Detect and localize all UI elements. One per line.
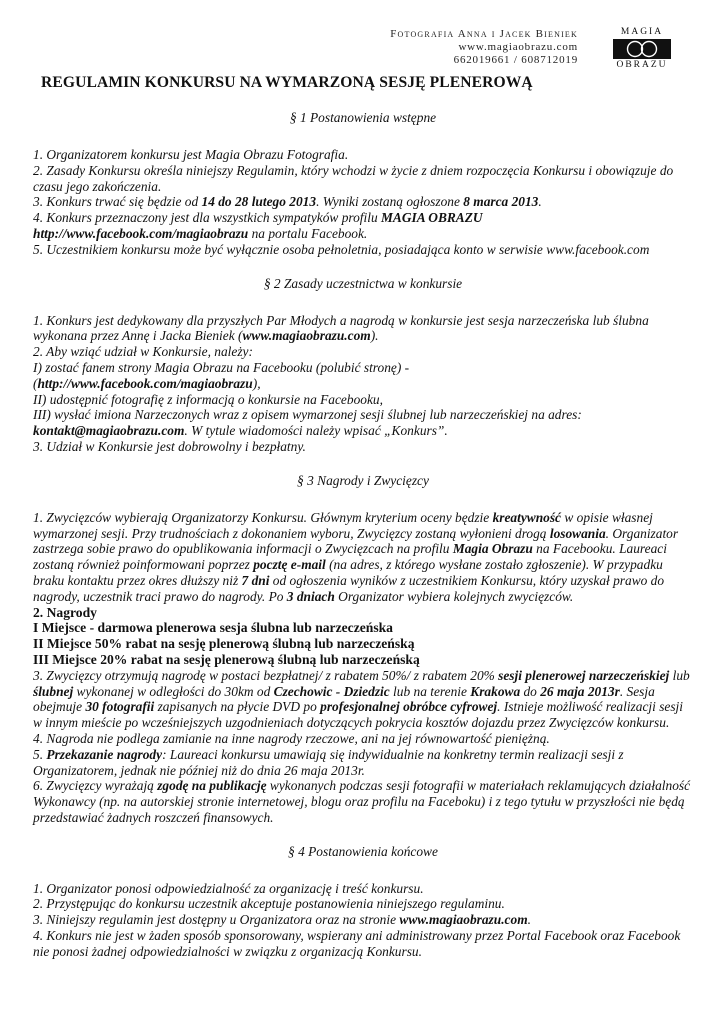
contact-email-link[interactable]: kontakt@magiaobrazu.com — [33, 423, 185, 439]
s1-point-1: 1. Organizatorem konkursu jest Magia Obrazu Fotografia. — [33, 147, 349, 162]
s3-point-6: 6. Zwycięzcy wyrażają zgodę na publikację wykonanych podczas sesji fotografii w materiałach reklamujących działalność Wykonawcy (np. na autorskiej stronie internetowej, blogu oraz profilu na Faceboku) i z tego tytułu w przyszłości nie będą przedstawiać żadnych roszczeń finansowych. — [33, 778, 691, 825]
s2-step-3-email: kontakt@magiaobrazu.com. W tytule wiadomości należy wpisać „Konkurs”. — [33, 423, 448, 439]
logo-text-bottom: OBRAZU — [616, 60, 668, 70]
logo-text-top: MAGIA — [620, 27, 664, 37]
s4-point-3: 3. Niniejszy regulamin jest dostępny u Organizatora oraz na stronie www.magiaobrazu.com. — [33, 912, 531, 928]
s2-step-3: III) wysłać imiona Narzeczonych wraz z opisem wymarzonej sesji ślubnej lub narzeczeńskiej na adres: — [33, 407, 582, 423]
section-4-heading: § 4 Postanowienia końcowe — [288, 843, 438, 859]
s3-point-1: 1. Zwycięzców wybierają Organizatorzy Konkursu. Głównym kryterium oceny będzie kreatywność w opisie własnej wymarzonej sesji. Przy trudnościach z dokonaniem wyboru, Zwycięzcy zostaną wyłonieni drogą losowania. Organizator zastrzega sobie prawo do opublikowania informacji o Zwycięzcach na profilu Magia Obrazu na Facebooku. Laureaci zostaną również poinformowani poprzez pocztę e-mail (na adres, z którego wysłane zostało zgłoszenie). W przypadku braku kontaktu przez okres dłuższy niż 7 dni od ogłoszenia wyników z uczestnikiem Konkursu, który uzyskał prawo do nagrody, uczestnik traci prawo do nagrody. Po 3 dniach Organizator wybiera kolejnych zwycięzców. — [33, 509, 679, 604]
s2-step-1: I) zostać fanem strony Magia Obrazu na Facebooku (polubić stronę) - — [33, 359, 410, 375]
s2-point-1: 1. Konkurs jest dedykowany dla przyszłych Par Młodych a nagrodą w konkursie jest sesja narzeczeńska lub ślubna wykonana przez Annę i Jacka Bieniek (www.magiaobrazu.com). — [33, 312, 649, 344]
prize-second-place: II Miejsce 50% rabat na sesję plenerową ślubną lub narzeczeńską — [33, 636, 415, 652]
s3-point-3: 3. Zwycięzcy otrzymują nagrodę w postaci bezpłatnej/ z rabatem 50%/ z rabatem 20% sesji plenerowej narzeczeńskiej lub ślubnej wykonanej w odległości do 30km od Czechowic - Dziedzic lub na terenie Krakowa do 26 maja 2013r. Sesja obejmuje 30 fotografii zapisanych na płycie DVD po profesjonalnej obróbce cyfrowej. Istnieje możliwość realizacji sesji w innym mieście po wcześniejszych uzgodnieniach dotyczących pokrycia kosztów dojazdu przez Zwycięzców konkursu. — [33, 667, 690, 731]
studio-header — [390, 28, 578, 67]
s1-point-5: 5. Uczestnikiem konkursu może być wyłącznie osoba pełnoletnia, posiadająca konto w serwisie www.facebook.com — [33, 241, 650, 257]
s1-point-3: 3. Konkurs trwać się będzie od 14 do 28 lutego 2013. Wyniki zostaną ogłoszone 8 marca 2013. — [33, 194, 542, 210]
prizes-heading: 2. Nagrody — [33, 604, 97, 620]
document-title: REGULAMIN KONKURSU NA WYMARZONĄ SESJĘ PLENEROWĄ — [41, 74, 533, 91]
s2-point-3: 3. Udział w Konkursie jest dobrowolny i bezpłatny. — [33, 438, 306, 454]
s2-step-1-link: (http://www.facebook.com/magiaobrazu), — [33, 375, 261, 391]
logo-emblem-icon — [613, 39, 671, 59]
section-1-heading: § 1 Postanowienia wstępne — [289, 110, 437, 125]
s4-point-4: 4. Konkurs nie jest w żaden sposób sponsorowany, wspierany ani administrowany przez Portal Facebook oraz Facebook nie ponosi żadnej odpowiedzialności w związku z organizacją Konkursu. — [33, 928, 681, 959]
s2-point-2: 2. Aby wziąć udział w Konkursie, należy: — [33, 344, 253, 360]
regulations-document — [33, 74, 693, 960]
facebook-link[interactable]: http://www.facebook.com/magiaobrazu — [33, 225, 249, 241]
website-link[interactable]: www.magiaobrazu.com — [242, 328, 371, 344]
s2-step-2: II) udostępnić fotografię z informacją o konkursie na Facebooku, — [33, 391, 383, 407]
website-link[interactable]: www.magiaobrazu.com — [399, 912, 528, 928]
prize-first-place: I Miejsce - darmowa plenerowa sesja ślubna lub narzeczeńska — [33, 620, 393, 636]
s3-point-5: 5. Przekazanie nagrody: Laureaci konkursu umawiają się indywidualnie na konkretny termin realizacji sesji z Organizatorem, jednak nie później niż do dnia 26 maja 2013r. — [33, 746, 624, 778]
contest-dates: 14 do 28 lutego 2013 — [201, 194, 317, 210]
prize-third-place: III Miejsce 20% rabat na sesję plenerową ślubną lub narzeczeńską — [33, 651, 420, 667]
s4-point-1: 1. Organizator ponosi odpowiedzialność za organizację i treść konkursu. — [33, 880, 424, 896]
s1-point-2: 2. Zasady Konkursu określa niniejszy Regulamin, który wchodzi w życie z dniem rozpoczęcia Konkursu i obowiązuje do czasu jego zakończenia. — [33, 162, 674, 194]
s1-point-4: 4. Konkurs przeznaczony jest dla wszystkich sympatyków profilu MAGIA OBRAZU http://www.facebook.com/magiaobrazu na portalu Facebook. — [33, 210, 483, 241]
s4-point-2: 2. Przystępując do konkursu uczestnik akceptuje postanowienia niniejszego regulaminu. — [33, 896, 505, 912]
profile-name: MAGIA OBRAZU — [381, 210, 483, 226]
magia-obrazu-logo — [610, 27, 674, 77]
studio-name: Fotografia Anna i Jacek Bieniek — [390, 28, 578, 40]
facebook-link[interactable]: http://www.facebook.com/magiaobrazu — [37, 375, 253, 391]
results-date: 8 marca 2013 — [463, 194, 539, 210]
studio-phones: 662019661 / 608712019 — [453, 54, 578, 66]
section-3-heading: § 3 Nagrody i Zwycięzcy — [297, 472, 429, 488]
section-2-heading: § 2 Zasady uczestnictwa w konkursie — [263, 275, 463, 291]
studio-website: www.magiaobrazu.com — [458, 41, 578, 53]
s3-point-4: 4. Nagroda nie podlega zamianie na inne nagrody rzeczowe, ani na jej równowartość pieniężną. — [33, 730, 550, 746]
